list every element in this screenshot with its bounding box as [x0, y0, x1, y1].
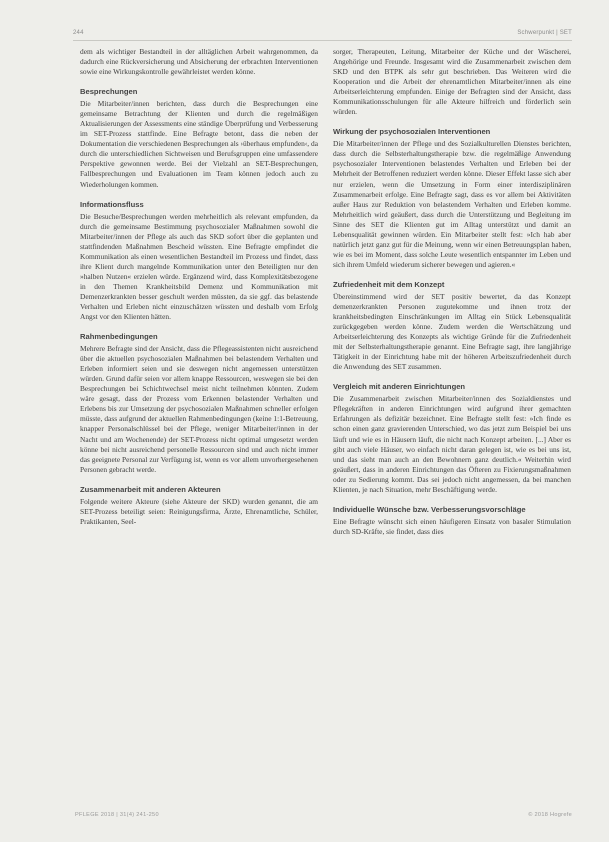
paragraph-besprechungen: Die Mitarbeiter/innen berichten, dass durch die Besprechungen eine gemeinsame Betrachtung der Klienten und durch die regelmäßigen Aktualisierungen der Assessments eine ständige Überprüfung und Verbesserung im SET-Prozess stattfinde. Eine Befragte betont, dass die neben der Dokumentation die verschiedenen Besprechungen als ›überhaus empfunden‹, da durch die unterschiedlichen Sichtweisen und Berufsgruppen eine umfassendere Perspektive gewonnen werde. Bei der Vielzahl an SET-Besprechungen, Fallbesprechungen und Evaluationen im Team können jedoch auch zu Wiederholungen kommen.: [80, 99, 318, 189]
intro-paragraph-right: sorger, Therapeuten, Leitung, Mitarbeiter der Küche und der Wäscherei, Angehörige und Freunde. Insgesamt wird die Zusammenarbeit zwischen dem SKD und den BTPK als sehr gut beschrieben. Das Weiteren wird die Kooperation und die Arbeit der ehrenamtlichen Mitarbeiter/innen als eine Arbeitserleichterung empfunden. Einige der Befragten sind der Ansicht, dass Kommunikationsschulungen für alle Akteure hilfreich und förderlich sein würden.: [333, 47, 571, 117]
footer-citation: PFLEGE 2018 | 31(4) 241-250: [75, 812, 159, 818]
right-column: [333, 47, 571, 807]
paragraph-rahmenbedingungen: Mehrere Befragte sind der Ansicht, dass die Pflegeassistenten nicht ausreichend über die aktuellen psychosozialen Maßnahmen bei belastendem Verhalten und Erleben informiert seien und sie deswegen nicht angemessen unterstützen würden. Grund dafür seien vor allem knappe Ressourcen, weswegen sie bei den Besprechungen bei Schichtwechsel meist nicht teilnehmen könnten. Zudem wäre gesagt, dass der Prozess vom Erkennen belastender Verhalten und Erlebens bis zur Umsetzung der psychosozialen Maßnahmen schneller erfolgen müsste, dass aufgrund der aktuellen Rahmenbedingungen (keine 1:1-Betreuung, knapper Personalschlüssel bei der Pflege, weniger Mitarbeiter/innen in der Nacht und am Wochenende) der SET-Prozess nicht optimal umgesetzt werden könne bei nicht ausreichend personelle Ressourcen sind und auch nicht immer das geeignete Personal zur Verfügung ist, wenn es vor allem unvorhergesehenen Personen gebracht werde.: [80, 344, 318, 474]
heading-wirkung: Wirkung der psychosozialen Interventionen: [333, 127, 491, 137]
page-number: 244: [73, 30, 84, 36]
paragraph-zusammenarbeit: Folgende weitere Akteure (siehe Akteure der SKD) wurden genannt, die am SET-Prozess beteiligt seien: Reinigungsfirma, Ärzte, Ehrenamtliche, Schüler, Praktikanten, Seel-: [80, 496, 318, 526]
running-header: Schwerpunkt | SET: [517, 30, 572, 36]
paragraph-wirkung: Die Mitarbeiter/innen der Pflege und des Sozialkulturellen Dienstes berichten, dass durch die Selbsterhaltungstherapie bzw. die regelmäßige Anwendung psychosozialer Interventionen belastendes Verhalten und Erleben bei der Mehrheit der Betroffenen reduziert werden könne. Dieser Effekt lasse sich aber nur erzielen, wenn die Umsetzung in Form einer interdisziplinären Zusammenarbeit erfolge. Eine Befragte sagt, dass es vor allem bei Aktivitäten außer Haus zur Reduktion von belastendem Verhalten und Erleben komme. Mehrheitlich wird geäußert, dass durch die Unterstützung und Begleitung im Sinne des SET die Klienten gut im Alltag unterstützt und damit an Lebensqualität gewinnen würden. Ein Mitarbeiter stellt fest: »Ich hab aber natürlich jetzt ganz gut für die Meinung, wenn wir einen Betreuungsplan haben, wie es bei im Moment, dass solche Leute wesentlich entspannter im Leben und sich ihrem Umfeld wiederum sicherer bewegen und agieren.«: [333, 139, 571, 269]
paragraph-vergleich: Die Zusammenarbeit zwischen Mitarbeiter/innen des Sozialdienstes und Pflegekräften in anderen Einrichtungen wird aufgrund ihrer gemachten Erfahrungen als defizitär bezeichnet. Eine Befragte stellt fest: »Ich finde es schon einen ganz gravierenden Unterschied, wo das jetzt zum Beispiel bei uns läuft und wie es in Häusern läuft, die nicht nach Konzept arbeiten. [...] Aber es gibt auch viele Häuser, wo einfach nicht daran gelegen ist, wie es bei uns ist, und das sieht man auch an den Bewohnern ganz deutlich.« Weiterhin wird geäußert, dass in anderen Einrichtungen das Öfteren zu Fixierungsmaßnahmen oder zu Sedierung kommt. Das sei jedoch nicht angemessen, da bei manchen Klienten, je nach Situation, mehr Beschäftigung werde.: [333, 394, 571, 494]
footer-publisher: © 2018 Hogrefe: [528, 812, 572, 818]
paragraph-informationsfluss: Die Besuche/Besprechungen werden mehrheitlich als relevant empfunden, da durch die gemeinsame Bestimmung psychosozialer Maßnahmen sowohl die Mitarbeiter/innen der Pflege als auch das SKD sofort über die geplanten und stattfindenden Maßnahmen Bescheid wüssten. Eine Befragte empfindet die Kommunikation als einen wesentlichen Bestandteil im Prozess und findet, dass ihre Klient durch mangelnde Kommunikation unter den Beteiligten nur den »halben Nutzen« erzielen würde. Ergänzend wird, dass Komplexitätsbezogene in den Themen Krankheitsbild Demenz und Kommunikation mit Demenzerkrankten besser geschult werden müssten, da sie ggf. das belastende Verhalten und Erleben nicht einzuschätzen wüssten und deshalb vom Erfolg Angst vor den Klienten hätten.: [80, 211, 318, 322]
paragraph-wuensche: Eine Befragte wünscht sich einen häufigeren Einsatz von basaler Stimulation durch SD-Kräfte, sie findet, dass dies: [333, 516, 571, 536]
intro-paragraph: dem als wichtiger Bestandteil in der alltäglichen Arbeit wahrgenommen, da dadurch eine Rückversicherung und Absicherung der erbrachten Interventionen sowie eine Wirkungskontrolle gewährleistet werden könne.: [80, 47, 318, 77]
header-rule: [73, 40, 572, 41]
heading-rahmenbedingungen: Rahmenbedingungen: [80, 332, 158, 342]
heading-vergleich: Vergleich mit anderen Einrichtungen: [333, 382, 466, 392]
heading-wuensche: Individuelle Wünsche bzw. Verbesserungsvorschläge: [333, 504, 526, 514]
heading-informationsfluss: Informationsfluss: [80, 199, 144, 209]
heading-zufriedenheit: Zufriedenheit mit dem Konzept: [333, 279, 445, 289]
heading-besprechungen: Besprechungen: [80, 87, 138, 97]
left-column: [80, 47, 318, 807]
paragraph-zufriedenheit: Übereinstimmend wird der SET positiv bewertet, da das Konzept demenzerkrankten Personen zugutekomme und ihnen trotz der krankheitsbedingten Einschränkungen im Alltag ein Stück Lebensqualität zurückgegeben werden könne. Zudem werden die Wertschätzung und Arbeitserleichterung des Konzepts als wichtige Gründe für die Zufriedenheit mit der Selbsterhaltungstherapie genannt. Eine Befragte sagt, ihre langjährige Tätigkeit in der Einrichtung habe mit der höheren Arbeitszufriedenheit durch die Anwendung des SET zusammen.: [333, 291, 571, 372]
heading-zusammenarbeit: Zusammenarbeit mit anderen Akteuren: [80, 484, 221, 494]
